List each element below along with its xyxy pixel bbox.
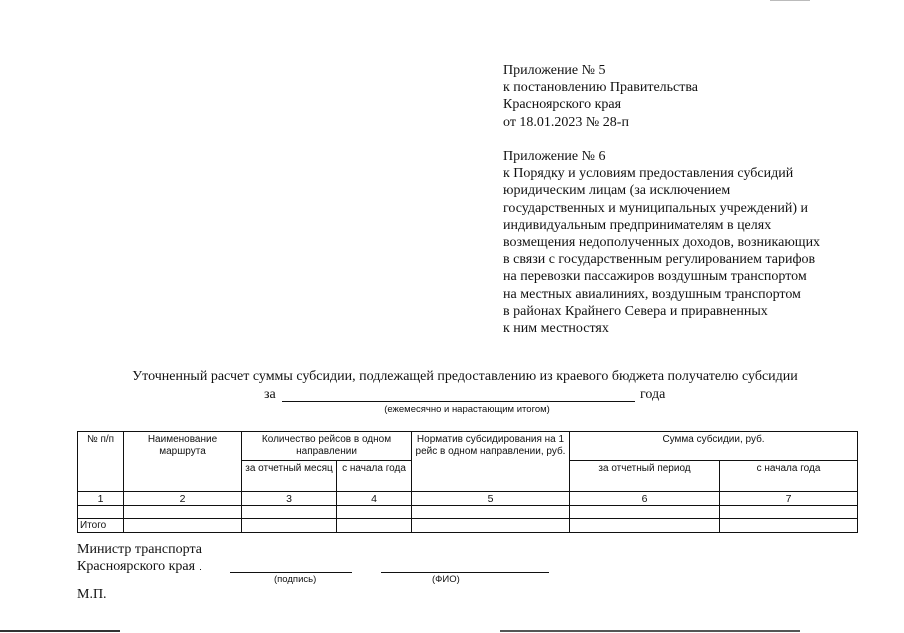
annex-5-header bbox=[503, 62, 698, 131]
table-cell[interactable] bbox=[412, 506, 570, 519]
column-number: 6 bbox=[570, 492, 720, 506]
column-number: 2 bbox=[124, 492, 242, 506]
column-number-row bbox=[78, 492, 858, 506]
document-title bbox=[0, 369, 904, 385]
annex-6-header bbox=[503, 148, 820, 337]
table-row bbox=[78, 506, 858, 519]
name-line[interactable] bbox=[381, 572, 549, 573]
annex-line: юридическим лицам (за исключением bbox=[503, 183, 731, 199]
table-cell[interactable] bbox=[242, 519, 337, 533]
scan-edge-mark bbox=[770, 0, 810, 1]
header-flights: Количество рейсов в одном направлении bbox=[242, 432, 412, 461]
annex-line: на местных авиалиниях, воздушным транспортом bbox=[503, 286, 801, 302]
annex-line: Приложение № 5 bbox=[503, 63, 606, 78]
table-cell[interactable] bbox=[78, 506, 124, 519]
total-row bbox=[78, 519, 858, 533]
annex-line: от 18.01.2023 № 28-п bbox=[503, 114, 629, 130]
period-note bbox=[0, 404, 904, 415]
period-note-text: (ежемесячно и нарастающим итогом) bbox=[384, 404, 550, 415]
table-cell[interactable] bbox=[720, 519, 858, 533]
header-flights-month: за отчетный месяц bbox=[242, 461, 337, 492]
annex-line: к Порядку и условиям предоставления субсидий bbox=[503, 166, 794, 182]
annex-line: в связи с государственным регулированием тарифов bbox=[503, 252, 816, 268]
table-cell[interactable] bbox=[412, 519, 570, 533]
table-cell[interactable] bbox=[124, 506, 242, 519]
table-cell[interactable] bbox=[570, 506, 720, 519]
header-num: № п/п bbox=[78, 432, 124, 492]
table-cell[interactable] bbox=[720, 506, 858, 519]
signature-caption: (подпись) bbox=[274, 574, 317, 585]
header-route: Наименование маршрута bbox=[124, 432, 242, 492]
period-input-line[interactable] bbox=[282, 401, 635, 402]
column-number: 3 bbox=[242, 492, 337, 506]
signature-line[interactable] bbox=[230, 572, 352, 573]
annex-line: возмещения недополученных доходов, возникающих bbox=[503, 235, 821, 251]
annex-line: на перевозки пассажиров воздушным транспортом bbox=[503, 269, 807, 285]
period-prefix: за bbox=[264, 387, 276, 402]
header-flights-year: с начала года bbox=[337, 461, 412, 492]
header-norm: Норматив субсидирования на 1 рейс в одном направлении, руб. bbox=[412, 432, 570, 492]
name-caption: (ФИО) bbox=[432, 574, 460, 585]
period-suffix: года bbox=[640, 387, 666, 402]
annex-line: государственных и муниципальных учреждений) и bbox=[503, 200, 809, 216]
header-sum: Сумма субсидии, руб. bbox=[570, 432, 858, 461]
header-sum-period: за отчетный период bbox=[570, 461, 720, 492]
annex-line: Приложение № 6 bbox=[503, 149, 606, 164]
scan-edge-mark bbox=[0, 630, 120, 632]
table-cell[interactable] bbox=[570, 519, 720, 533]
column-number: 7 bbox=[720, 492, 858, 506]
table-cell[interactable] bbox=[124, 519, 242, 533]
column-number: 1 bbox=[78, 492, 124, 506]
annex-line: в районах Крайнего Севера и приравненных bbox=[503, 303, 768, 319]
header-sum-year: с начала года bbox=[720, 461, 858, 492]
signer-position-line1: Министр транспорта bbox=[77, 542, 202, 557]
scan-dot bbox=[200, 569, 201, 570]
annex-line: Красноярского края bbox=[503, 97, 622, 113]
signer-position-line2: Красноярского края bbox=[77, 559, 196, 574]
annex-line: индивидуальным предпринимателям в целях bbox=[503, 217, 772, 233]
total-label: Итого bbox=[78, 519, 124, 533]
subsidy-table bbox=[77, 431, 858, 533]
annex-line: к ним местностях bbox=[503, 321, 609, 337]
table-cell[interactable] bbox=[337, 519, 412, 533]
column-number: 4 bbox=[337, 492, 412, 506]
column-number: 5 bbox=[412, 492, 570, 506]
table-cell[interactable] bbox=[337, 506, 412, 519]
document-title-text: Уточненный расчет суммы субсидии, подлежащей предоставлению из краевого бюджета получателю субсидии bbox=[132, 369, 798, 384]
annex-line: к постановлению Правительства bbox=[503, 80, 699, 96]
table-cell[interactable] bbox=[242, 506, 337, 519]
scan-edge-mark bbox=[500, 630, 800, 632]
stamp-place: М.П. bbox=[77, 587, 107, 602]
header-row bbox=[78, 432, 858, 461]
